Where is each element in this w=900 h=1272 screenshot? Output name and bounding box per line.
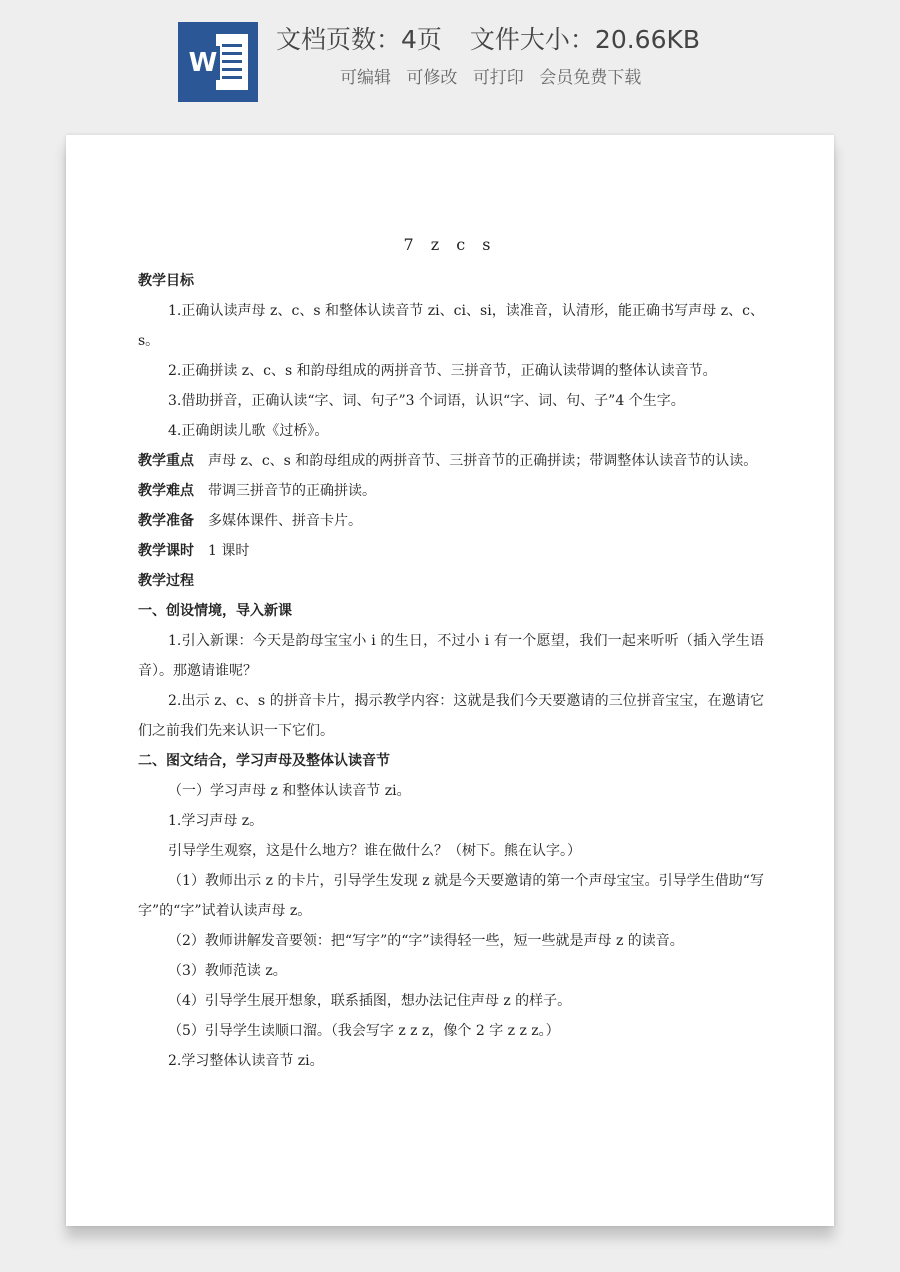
difficulty-label: 教学难点 (138, 483, 194, 499)
key-points-label: 教学重点 (138, 453, 194, 469)
feature-printable: 可打印 (472, 68, 524, 88)
word-doc-icon (178, 22, 258, 102)
class-hours-label: 教学课时 (138, 543, 194, 559)
word-icon-letter: W (186, 46, 220, 80)
feature-modifiable: 可修改 (406, 68, 458, 88)
section1-item: 1.引入新课：今天是韵母宝宝小 i 的生日，不过小 i 有一个愿望，我们一起来听听（插入学生语音）。那邀请谁呢？ (138, 633, 764, 679)
section2-item: （1）教师出示 z 的卡片，引导学生发现 z 就是今天要邀请的第一个声母宝宝。引导学生借助“写字”的“字”试着认读声母 z。 (138, 873, 764, 919)
section1-heading: 一、创设情境，导入新课 (138, 603, 292, 619)
class-hours-text: 1 课时 (208, 543, 250, 559)
section1-item: 2.出示 z、c、s 的拼音卡片，揭示教学内容：这就是我们今天要邀请的三位拼音宝宝，在邀请它们之前我们先来认识一下它们。 (138, 693, 764, 739)
document-body (138, 266, 764, 1076)
section2-item: （2）教师讲解发音要领：把“写字”的“字”读得轻一些，短一些就是声母 z 的读音。 (168, 933, 684, 949)
preparation (138, 506, 764, 536)
section2-item: 1.学习声母 z。 (168, 813, 264, 829)
class-hours (138, 536, 764, 566)
feature-list (340, 64, 651, 92)
section2-item: 引导学生观察，这是什么地方？谁在做什么？（树下。熊在认字。） (168, 843, 581, 859)
document-page (66, 135, 834, 1226)
section2-heading: 二、图文结合，学习声母及整体认读音节 (138, 753, 390, 769)
section2-item: （5）引导学生读顺口溜。（我会写字 z z z，像个 2 字 z z z。） (168, 1023, 560, 1039)
goal-item: 2.正确拼读 z、c、s 和韵母组成的两拼音节、三拼音节，正确认读带调的整体认读音节。 (168, 363, 717, 379)
preparation-text: 多媒体课件、拼音卡片。 (208, 513, 362, 529)
key-points (138, 446, 764, 476)
word-icon-sheet (216, 34, 248, 90)
section2-item: 2.学习整体认读音节 zi。 (168, 1053, 324, 1069)
process-heading: 教学过程 (138, 573, 194, 589)
goal-item: 4.正确朗读儿歌《过桥》。 (168, 423, 329, 439)
page-count: 文档页数：4页 (276, 25, 442, 54)
feature-editable: 可编辑 (340, 68, 391, 88)
section2-item: （3）教师范读 z。 (168, 963, 287, 979)
goal-item: 1.正确认读声母 z、c、s 和整体认读音节 zi、ci、si，读准音，认清形，能正确书写声母 z、c、s。 (138, 303, 764, 349)
file-info (276, 22, 700, 58)
goals-heading: 教学目标 (138, 273, 194, 289)
difficulty (138, 476, 764, 506)
file-size: 文件大小：20.66KB (469, 25, 701, 54)
section2-item: （4）引导学生展开想象，联系插图，想办法记住声母 z 的样子。 (168, 993, 572, 1009)
download-header (0, 0, 900, 130)
preparation-label: 教学准备 (138, 513, 194, 529)
section2-item: （一）学习声母 z 和整体认读音节 zi。 (168, 783, 411, 799)
feature-member-free: 会员免费下载 (539, 68, 642, 88)
document-title: 7 z c s (403, 235, 497, 254)
difficulty-text: 带调三拼音节的正确拼读。 (208, 483, 376, 499)
goal-item: 3.借助拼音，正确认读“字、词、句子”3 个词语，认识“字、词、句、子”4 个生字。 (168, 393, 685, 409)
key-points-text: 声母 z、c、s 和韵母组成的两拼音节、三拼音节的正确拼读；带调整体认读音节的认读。 (208, 453, 758, 469)
